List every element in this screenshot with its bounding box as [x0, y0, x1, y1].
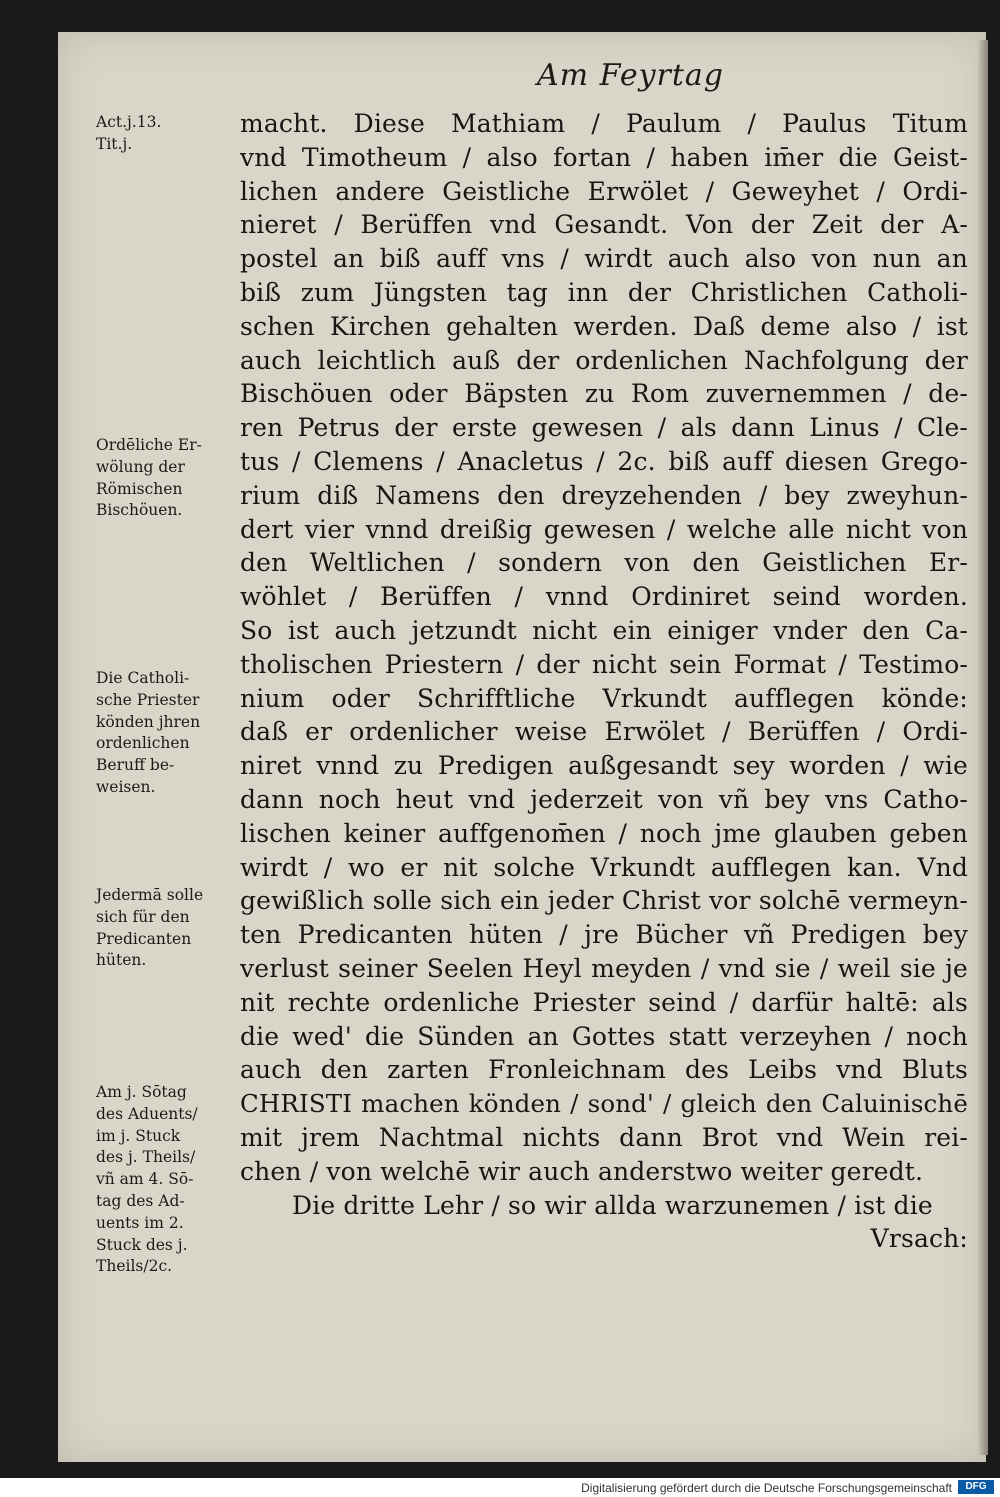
- margin-note-line: Beruff be-: [96, 756, 175, 775]
- margin-note-line: Tit.j.: [96, 134, 133, 153]
- body-line: ren Petrus der erste gewesen / als dann Linus / Cle-: [240, 413, 968, 443]
- body-line: macht. Diese Mathiam / Paulum / Paulus Titum: [240, 109, 968, 138]
- margin-note-2: [96, 435, 236, 522]
- body-line: die wed' die Sünden an Gottes statt verzeyhen / noch: [240, 1021, 968, 1051]
- margin-note-line: Stuck des j.: [96, 1235, 188, 1254]
- margin-note-line: Jedermā solle: [96, 886, 204, 904]
- body-line: rium diß Namens den dreyzehenden / bey zweyhun-: [240, 480, 968, 510]
- body-line: daß er ordenlicher weise Erwölet / Berüffen / Ordi-: [240, 717, 968, 747]
- body-line: chen / von welchē wir auch anderstwo weiter geredt.: [240, 1156, 924, 1186]
- page-edge: [978, 40, 988, 1455]
- body-line: Bischöuen oder Bäpsten zu Rom zuvernemmen / de-: [240, 379, 968, 409]
- margin-note-line: Römischen: [96, 479, 183, 498]
- margin-note-line: Act.j.13.: [96, 113, 162, 131]
- margin-note-3: [96, 668, 236, 799]
- margin-note-line: weisen.: [96, 777, 156, 796]
- margin-note-line: Theils/2c.: [96, 1257, 173, 1276]
- body-line: wöhlet / Berüffen / vnnd Ordiniret seind worden.: [240, 582, 968, 612]
- margin-note-line: Ordēliche Er-: [96, 436, 202, 454]
- body-line: dert vier vnnd dreißig gewesen / welche alle nicht von: [240, 514, 968, 544]
- body-line: postel an biß auff vns / wirdt auch also von nun an: [240, 244, 968, 274]
- margin-note-line: Predicanten: [96, 929, 192, 948]
- catchword: Vrsach:: [870, 1224, 968, 1254]
- margin-note-line: sich für den: [96, 907, 190, 926]
- margin-note-line: sche Priester: [96, 690, 200, 709]
- funding-notice: Digitalisierung gefördert durch die Deutsche Forschungsgemeinschaft: [581, 1481, 952, 1495]
- dfg-logo: DFG: [958, 1480, 994, 1494]
- margin-note-4: [96, 885, 236, 972]
- body-line: lichen andere Geistliche Erwölet / Geweyhet / Ordi-: [240, 176, 968, 206]
- running-head: Am Feyrtag: [537, 58, 725, 93]
- margin-note-1: [96, 112, 236, 156]
- body-line: nieret / Berüffen vnd Gesandt. Von der Zeit der A-: [240, 210, 968, 240]
- body-line: schen Kirchen gehalten werden. Daß deme also / ist: [240, 311, 968, 341]
- body-line: biß zum Jüngsten tag inn der Christlichen Catholi-: [240, 277, 968, 307]
- body-line: lischen keiner auffgenom̄en / noch jme glauben geben: [240, 818, 968, 848]
- margin-note-line: des j. Theils/: [96, 1148, 196, 1167]
- margin-note-line: des Aduents/: [96, 1104, 198, 1123]
- margin-note-line: wölung der: [96, 457, 185, 476]
- body-line: ten Predicanten hüten / jre Bücher vñ Predigen bey: [240, 920, 968, 950]
- body-text: [240, 107, 968, 1256]
- body-line: tholischen Priestern / der nicht sein Format / Testimo-: [240, 649, 968, 679]
- margin-note-line: uents im 2.: [96, 1213, 184, 1232]
- margin-note-line: Die Catholi-: [96, 669, 190, 687]
- margin-note-line: könden jhren: [96, 712, 201, 731]
- body-line: gewißlich solle sich ein jeder Christ vor solchē vermeyn-: [240, 886, 968, 916]
- body-line: dann noch heut vnd jederzeit von vñ bey vns Catho-: [240, 784, 968, 814]
- body-line: mit jrem Nachtmal nichts dann Brot vnd Wein rei-: [240, 1122, 968, 1152]
- margin-note-line: ordenlichen: [96, 734, 190, 753]
- body-line: nium oder Schrifftliche Vrkundt aufflegen könde:: [240, 683, 968, 713]
- body-line: nit rechte ordenliche Priester seind / darfür haltē: als: [240, 987, 968, 1017]
- body-line: vnd Timotheum / also fortan / haben im̄er die Geist-: [240, 142, 968, 172]
- body-line: den Weltlichen / sondern von den Geistlichen Er-: [240, 548, 968, 578]
- margin-note-5: [96, 1082, 236, 1278]
- body-line: wirdt / wo er nit solche Vrkundt aufflegen kan. Vnd: [240, 852, 968, 882]
- body-line: So ist auch jetzundt nicht ein einiger vnder den Ca-: [240, 615, 968, 645]
- margin-note-line: im j. Stuck: [96, 1126, 181, 1145]
- body-line: Die dritte Lehr / so wir allda warzunemen / ist die: [292, 1190, 933, 1220]
- body-line: niret vnnd zu Predigen außgesandt sey worden / wie: [240, 751, 968, 781]
- margin-note-line: vñ am 4. Sō-: [96, 1170, 194, 1189]
- body-line: auch den zarten Fronleichnam des Leibs vnd Bluts: [240, 1055, 968, 1085]
- margin-note-line: Bischöuen.: [96, 501, 183, 520]
- body-line: CHRISTI machen könden / sond' / gleich den Caluinischē: [240, 1089, 968, 1119]
- body-line: auch leichtlich auß der ordenlichen Nachfolgung der: [240, 345, 968, 375]
- margin-note-line: hüten.: [96, 951, 147, 970]
- margin-note-line: tag des Ad-: [96, 1191, 185, 1210]
- body-line: tus / Clemens / Anacletus / 2c. biß auff diesen Grego-: [240, 446, 968, 476]
- body-line: verlust seiner Seelen Heyl meyden / vnd sie / weil sie je: [240, 953, 968, 983]
- margin-note-line: Am j. Sōtag: [96, 1083, 187, 1101]
